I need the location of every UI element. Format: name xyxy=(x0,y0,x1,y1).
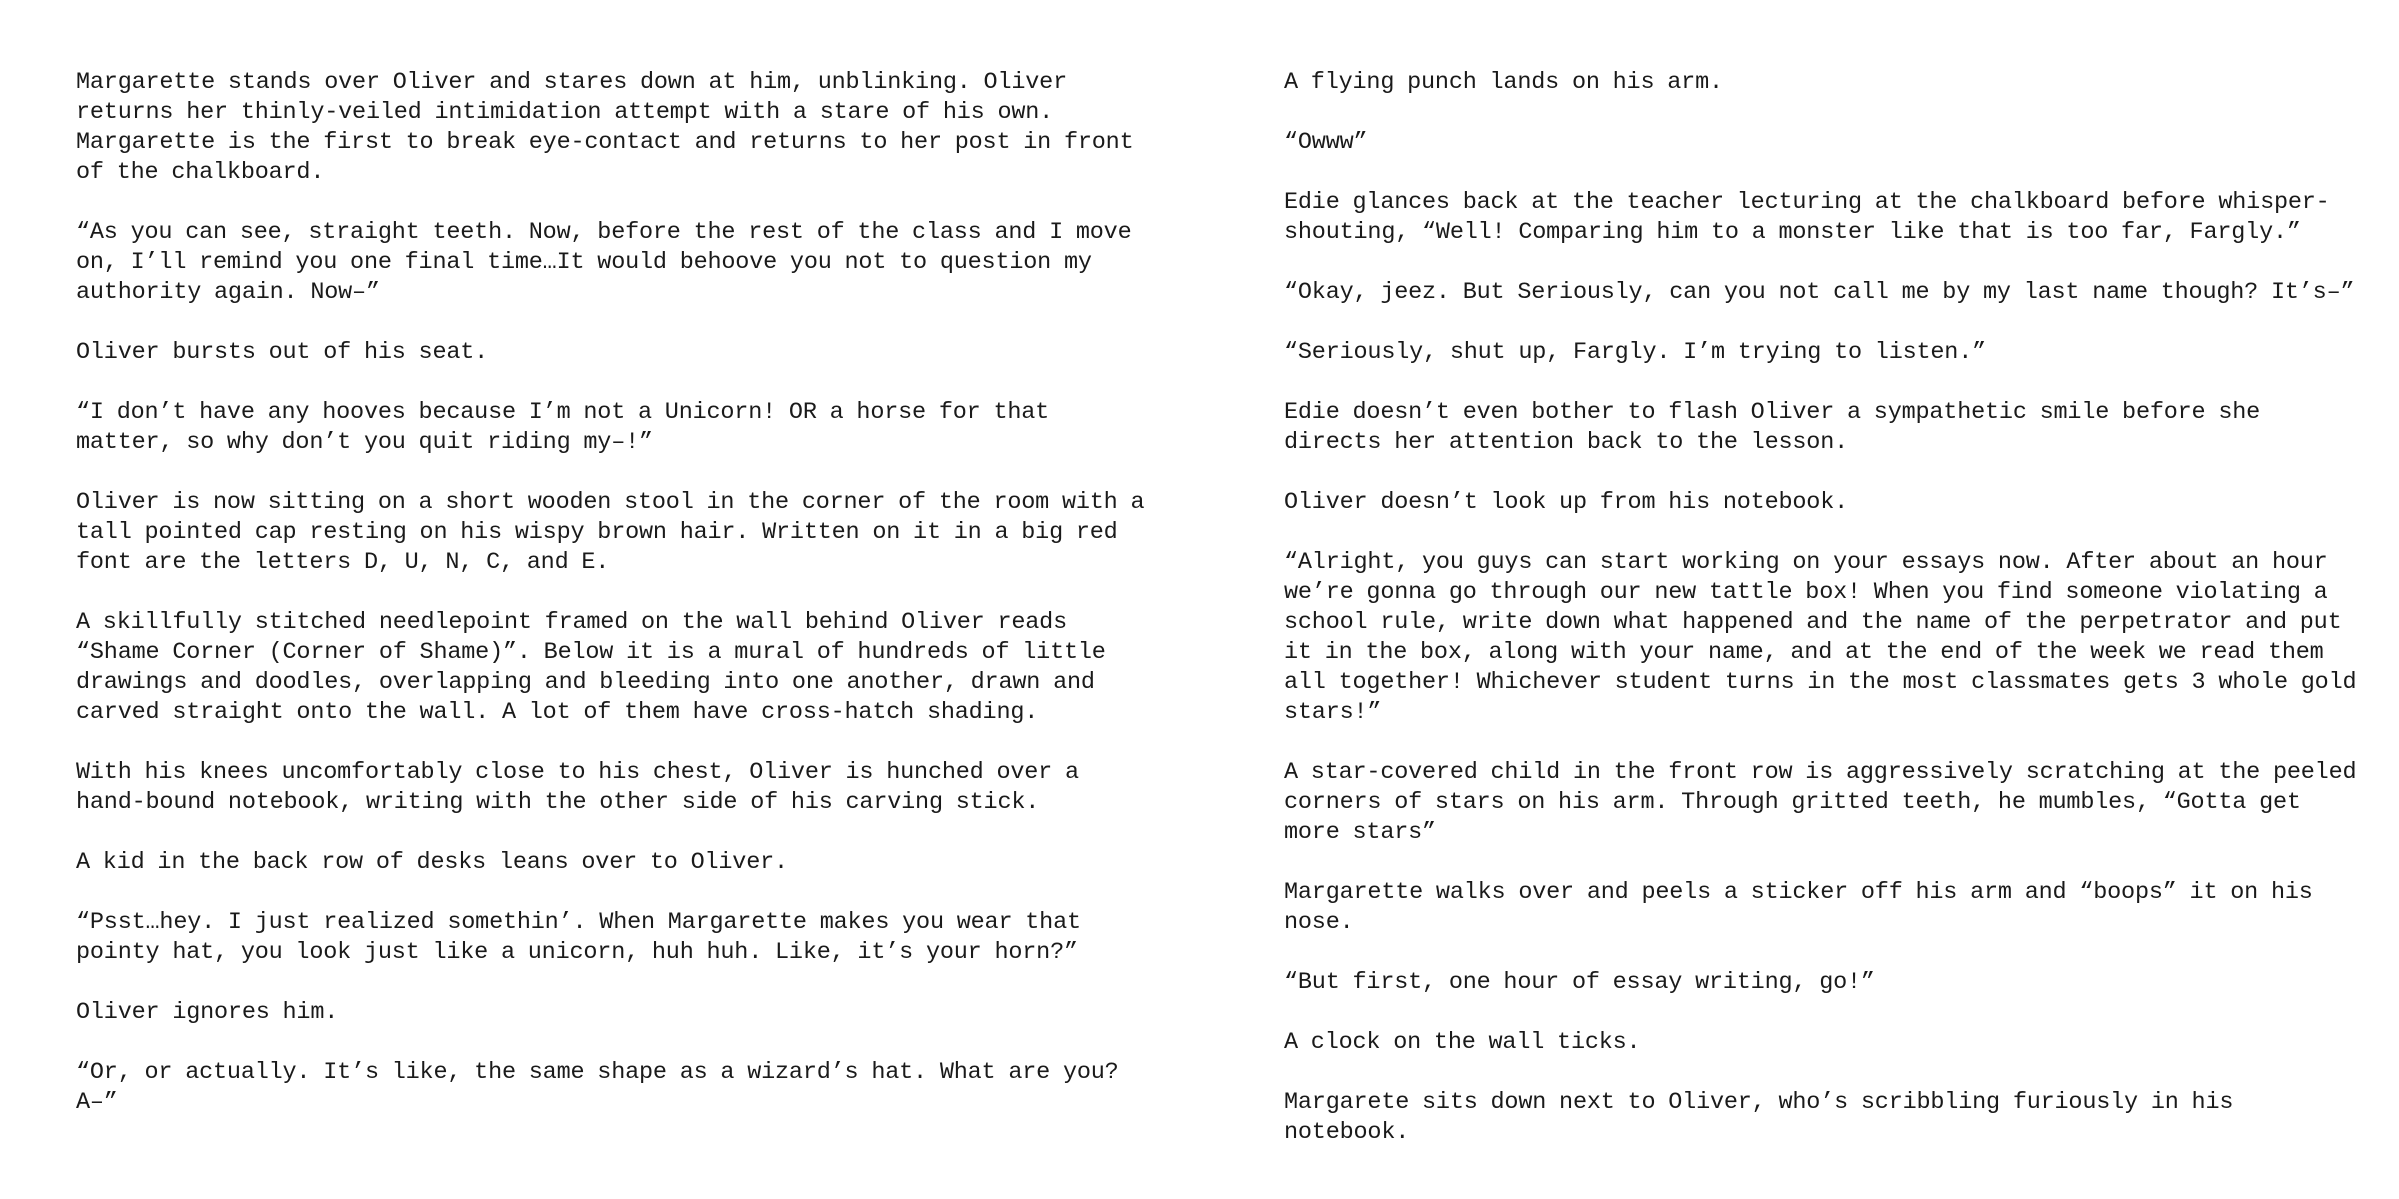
paragraph: With his knees uncomfortably close to his chest, Oliver is hunched over a hand-bound notebook, writing with the other side of his carving stick. xyxy=(76,759,1079,816)
paragraph: “Or, or actually. It’s like, the same shape as a wizard’s hat. What are you? A–” xyxy=(76,1059,1119,1116)
paragraph: A star-covered child in the front row is aggressively scratching at the peeled corners of stars on his arm. Through gritted teeth, he mumbles, “Gotta get more stars” xyxy=(1284,759,2357,846)
paragraph: Margarete sits down next to Oliver, who’s scribbling furiously in his notebook. xyxy=(1284,1089,2234,1146)
paragraph: “Owww” xyxy=(1284,129,1368,156)
paragraph: “Okay, jeez. But Seriously, can you not call me by my last name though? It’s–” xyxy=(1284,279,2355,306)
paragraph: A kid in the back row of desks leans over to Oliver. xyxy=(76,849,788,876)
paragraph: “Seriously, shut up, Fargly. I’m trying to listen.” xyxy=(1284,339,1987,366)
paragraph: Oliver ignores him. xyxy=(76,999,339,1026)
right-page xyxy=(1284,68,2364,1178)
paragraph: Edie glances back at the teacher lecturing at the chalkboard before whisper-shouting, “Well! Comparing him to a monster like that is too far, Fargly.” xyxy=(1284,189,2330,246)
paragraph: “Psst…hey. I just realized somethin’. When Margarette makes you wear that pointy hat, you look just like a unicorn, huh huh. Like, it’s your horn?” xyxy=(76,909,1081,966)
paragraph: “I don’t have any hooves because I’m not a Unicorn! OR a horse for that matter, so why don’t you quit riding my–!” xyxy=(76,399,1050,456)
paragraph: “As you can see, straight teeth. Now, before the rest of the class and I move on, I’ll remind you one final time…It would behoove you not to question my authority again. Now–” xyxy=(76,219,1132,306)
paragraph: Margarette stands over Oliver and stares down at him, unblinking. Oliver returns her thinly-veiled intimidation attempt with a stare of his own. Margarette is the first to break eye-contact and returns to her post in front of the chalkboard. xyxy=(76,69,1134,186)
paragraph: “But first, one hour of essay writing, go!” xyxy=(1284,969,1875,996)
paragraph: Oliver bursts out of his seat. xyxy=(76,339,489,366)
paragraph: Margarette walks over and peels a sticker off his arm and “boops” it on his nose. xyxy=(1284,879,2313,936)
left-page xyxy=(76,68,1156,1148)
paragraph: Oliver doesn’t look up from his notebook. xyxy=(1284,489,1848,516)
paragraph: “Alright, you guys can start working on your essays now. After about an hour we’re gonna go through our new tattle box! When you find someone violating a school rule, write down what happened and the name of the perpetrator and put it in the box, along with your name, and at the end of the week we read them all together! Whichever student turns in the most classmates gets 3 whole gold stars!” xyxy=(1284,549,2357,726)
paragraph: A skillfully stitched needlepoint framed on the wall behind Oliver reads “Shame Corner (Corner of Shame)”. Below it is a mural of hundreds of little drawings and doodles, overlapping and bleeding into one another, drawn and carved straight onto the wall. A lot of them have cross-hatch shading. xyxy=(76,609,1106,726)
paragraph: Edie doesn’t even bother to flash Oliver a sympathetic smile before she directs her attention back to the lesson. xyxy=(1284,399,2261,456)
paragraph: A flying punch lands on his arm. xyxy=(1284,69,1723,96)
paragraph: Oliver is now sitting on a short wooden stool in the corner of the room with a tall pointed cap resting on his wispy brown hair. Written on it in a big red font are the letters D, U, N, C, and E. xyxy=(76,489,1145,576)
paragraph: A clock on the wall ticks. xyxy=(1284,1029,1641,1056)
